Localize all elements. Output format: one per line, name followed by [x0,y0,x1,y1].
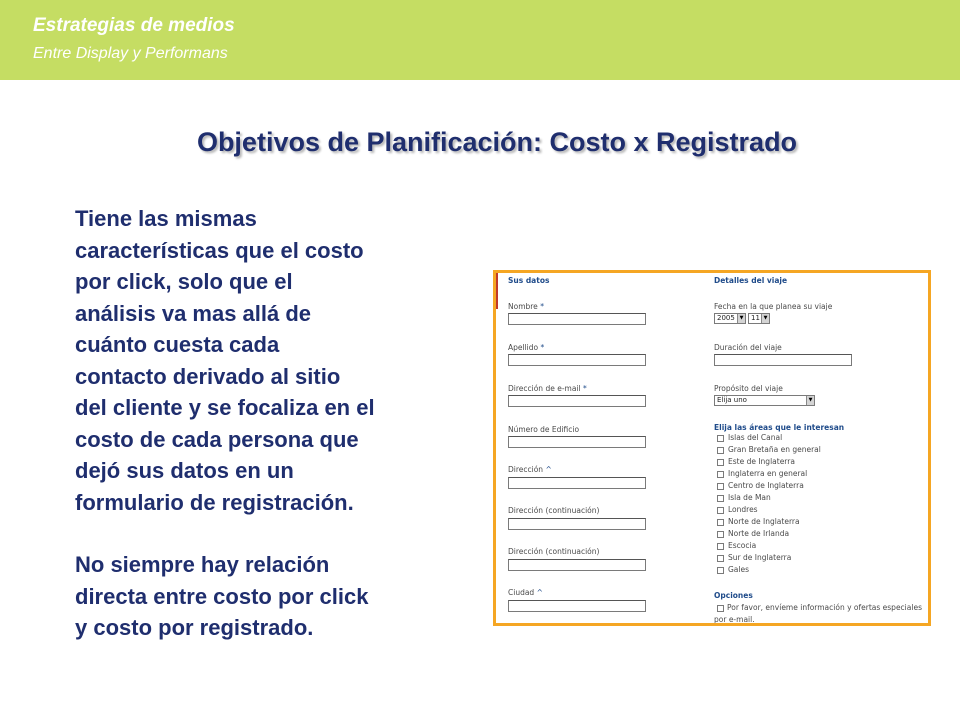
field-label-edificio: Número de Edificio [508,425,580,434]
area-checkbox[interactable] [717,495,724,502]
chevron-down-icon: ▼ [737,314,745,323]
edificio-input[interactable] [508,436,646,448]
field-label-nombre: Nombre * [508,302,544,311]
area-checkbox[interactable] [717,543,724,550]
field-label-email: Dirección de e-mail * [508,384,587,393]
chevron-down-icon: ▼ [761,314,769,323]
body-text [75,203,455,644]
areas-title: Elija las áreas que le interesan [714,423,845,432]
area-label: Islas del Canal [728,433,783,442]
area-checkbox[interactable] [717,471,724,478]
area-checkbox[interactable] [717,447,724,454]
area-label: Londres [728,505,758,514]
newsletter-checkbox[interactable] [717,605,724,612]
field-label-ciudad: Ciudad ^ [508,588,543,597]
year-select[interactable]: 2005 ▼ [714,313,746,324]
area-checkbox[interactable] [717,555,724,562]
area-label: Centro de Inglaterra [728,481,804,490]
purpose-label: Propósito del viaje [714,384,783,393]
area-checkbox[interactable] [717,483,724,490]
area-label: Gales [728,565,750,574]
area-checkbox[interactable] [717,531,724,538]
direccion-cont-1-input[interactable] [508,518,646,530]
email-input[interactable] [508,395,646,407]
form-accent-bar [496,273,498,309]
field-label-direccion-cont-1: Dirección (continuación) [508,506,600,515]
ciudad-input[interactable] [508,600,646,612]
direccion-cont-2-input[interactable] [508,559,646,571]
section-sus-datos: Sus datos [508,276,550,285]
options-title: Opciones [714,591,753,600]
area-label: Escocia [728,541,757,550]
area-checkbox[interactable] [717,435,724,442]
banner-title: Estrategias de medios [33,15,235,36]
registration-form-screenshot [493,270,931,626]
section-detalles-viaje: Detalles del viaje [714,276,788,285]
field-label-direccion-cont-2: Dirección (continuación) [508,547,600,556]
month-select[interactable]: 11 ▼ [748,313,770,324]
chevron-down-icon: ▼ [806,396,814,405]
area-label: Este de Inglaterra [728,457,795,466]
banner-subtitle: Entre Display y Performans [33,45,228,62]
apellido-input[interactable] [508,354,646,366]
header-banner [0,0,960,80]
area-checkbox[interactable] [717,567,724,574]
area-label: Sur de Inglaterra [728,553,792,562]
direccion-input[interactable] [508,477,646,489]
area-label: Norte de Irlanda [728,529,790,538]
newsletter-label-cont: por e-mail. [714,615,755,624]
duration-label: Duración del viaje [714,343,782,352]
travel-date-label: Fecha en la que planea su viaje [714,302,833,311]
body-paragraph-2: No siempre hay relación directa entre costo por click y costo por registrado. [75,552,369,640]
field-label-apellido: Apellido * [508,343,545,352]
area-label: Isla de Man [728,493,771,502]
slide-heading: Objetivos de Planificación: Costo x Registrado [196,127,798,157]
duration-input[interactable] [714,354,852,366]
area-checkbox[interactable] [717,519,724,526]
purpose-select[interactable]: Elija uno ▼ [714,395,815,406]
newsletter-label: Por favor, envíeme información y ofertas especiales [727,603,922,612]
nombre-input[interactable] [508,313,646,325]
area-label: Inglaterra en general [728,469,808,478]
area-label: Norte de Inglaterra [728,517,800,526]
body-paragraph-1: Tiene las mismas características que el costo por click, solo que el análisis va mas allá de cuánto cuesta cada contacto derivado al sitio del cliente y se focaliza en el costo de cada persona que dejó sus datos en un formulario de registración. [75,206,375,515]
area-label: Gran Bretaña en general [728,445,821,454]
field-label-direccion: Dirección ^ [508,465,552,474]
area-checkbox[interactable] [717,507,724,514]
area-checkbox[interactable] [717,459,724,466]
